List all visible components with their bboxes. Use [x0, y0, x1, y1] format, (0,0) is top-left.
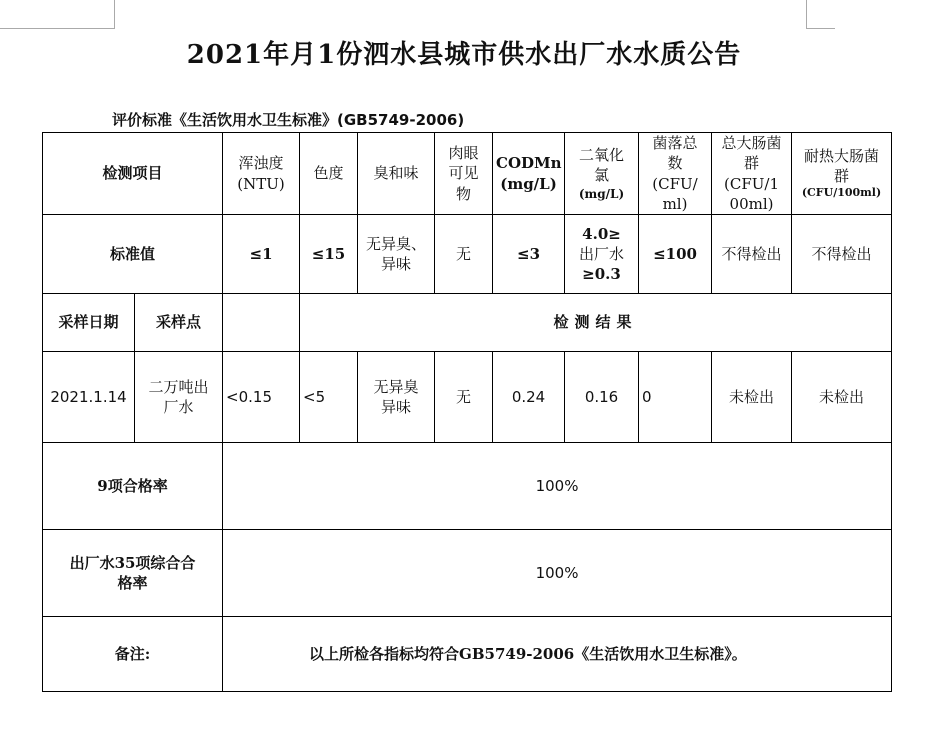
pass-rate-35-label: [43, 530, 223, 617]
sample-date-header: 采样日期: [43, 294, 135, 352]
standard-coliform: 不得检出: [712, 215, 792, 294]
standard-turbidity: ≤1: [223, 215, 300, 294]
standard-label: 标准值: [43, 215, 223, 294]
header-chlorine-1: 二氧化: [579, 146, 625, 165]
standard-chlorine-1: 4.0≥: [582, 224, 621, 243]
standard-thermo: 不得检出: [792, 215, 892, 294]
header-coliform-unit-2: 00ml): [729, 194, 774, 213]
result-colony: 0: [639, 352, 712, 443]
header-colony-1: 菌落总: [652, 134, 698, 152]
header-thermo-2: 群: [834, 167, 850, 186]
header-turbidity-unit: (NTU): [237, 174, 285, 193]
result-turbidity: <0.15: [223, 352, 300, 443]
result-odor: [358, 352, 435, 443]
header-colony-unit-2: ml): [662, 194, 688, 213]
standard-chlorine: [565, 215, 639, 294]
header-cod: [493, 133, 565, 215]
header-chlorine: [565, 133, 639, 215]
remarks-text: 以上所检各指标均符合GB5749-2006《生活饮用水卫生标准》。: [223, 617, 892, 692]
result-point-1: 二万吨出: [148, 377, 209, 396]
sample-point-header: 采样点: [135, 294, 223, 352]
pass-rate-35-label-1: 出厂水35项综合合: [69, 553, 196, 572]
header-thermo: [792, 133, 892, 215]
pass-rate-9-label: 9项合格率: [43, 443, 223, 530]
header-chlorine-2: 氯: [594, 166, 610, 185]
header-colony-unit-1: (CFU/: [652, 174, 698, 193]
standard-row: [43, 215, 892, 294]
standard-odor-2: 异味: [381, 255, 412, 273]
result-coliform: 未检出: [712, 352, 792, 443]
header-coliform: [712, 133, 792, 215]
page-corner-mark-right: [806, 0, 835, 29]
results-header: 检测结果: [300, 294, 892, 352]
header-coliform-1: 总大肠菌: [721, 134, 782, 152]
header-chlorine-unit: (mg/L): [578, 186, 625, 201]
pass-rate-35-row: [43, 530, 892, 617]
header-cod-unit: (mg/L): [500, 174, 557, 193]
standard-chlorine-2: 出厂水: [579, 244, 625, 263]
header-color: 色度: [300, 133, 358, 215]
page-title: 2021年月1份泗水县城市供水出厂水水质公告: [186, 40, 742, 70]
result-thermo: 未检出: [792, 352, 892, 443]
result-odor-1: 无异臭: [373, 377, 419, 396]
sample-header-row: [43, 294, 892, 352]
standard-chlorine-3: ≥0.3: [582, 265, 621, 284]
header-colony: [639, 133, 712, 215]
standard-cod: ≤3: [493, 215, 565, 294]
remarks-row: [43, 617, 892, 692]
result-chlorine: 0.16: [565, 352, 639, 443]
standard-visible: 无: [435, 215, 493, 294]
header-turbidity-name: 浑浊度: [238, 154, 284, 173]
header-visible-2: 可见: [448, 164, 479, 183]
remarks-label: 备注:: [43, 617, 223, 692]
result-point-2: 厂水: [163, 398, 194, 416]
result-color: <5: [300, 352, 358, 443]
standard-odor: [358, 215, 435, 294]
result-cod: 0.24: [493, 352, 565, 443]
sample-header-blank: [223, 294, 300, 352]
header-visible-1: 肉眼: [448, 144, 479, 163]
header-odor: 臭和味: [358, 133, 435, 215]
header-thermo-1: 耐热大肠菌: [804, 146, 880, 165]
result-visible: 无: [435, 352, 493, 443]
header-coliform-unit-1: (CFU/1: [724, 174, 779, 193]
pass-rate-9-value: 100%: [223, 443, 892, 530]
result-point: [135, 352, 223, 443]
header-colony-2: 数: [667, 154, 683, 173]
header-visible-3: 物: [456, 184, 472, 203]
standard-colony: ≤100: [639, 215, 712, 294]
standard-color: ≤15: [300, 215, 358, 294]
header-visible: [435, 133, 493, 215]
pass-rate-9-row: [43, 443, 892, 530]
evaluation-standard: 评价标准《生活饮用水卫生标准》(GB5749-2006): [112, 111, 465, 129]
header-thermo-unit: (CFU/100ml): [801, 186, 882, 200]
header-coliform-2: 群: [744, 154, 760, 173]
result-date: 2021.1.14: [43, 352, 135, 443]
page-corner-mark-left: [0, 0, 115, 29]
header-row: [43, 133, 892, 215]
pass-rate-35-label-2: 格率: [117, 574, 148, 592]
result-row: [43, 352, 892, 443]
result-odor-2: 异味: [381, 398, 412, 416]
header-item: 检测项目: [43, 133, 223, 215]
standard-odor-1: 无异臭、: [366, 234, 427, 253]
water-quality-table: [42, 132, 892, 692]
header-cod-name: CODMn: [496, 154, 562, 173]
pass-rate-35-value: 100%: [223, 530, 892, 617]
header-turbidity: [223, 133, 300, 215]
